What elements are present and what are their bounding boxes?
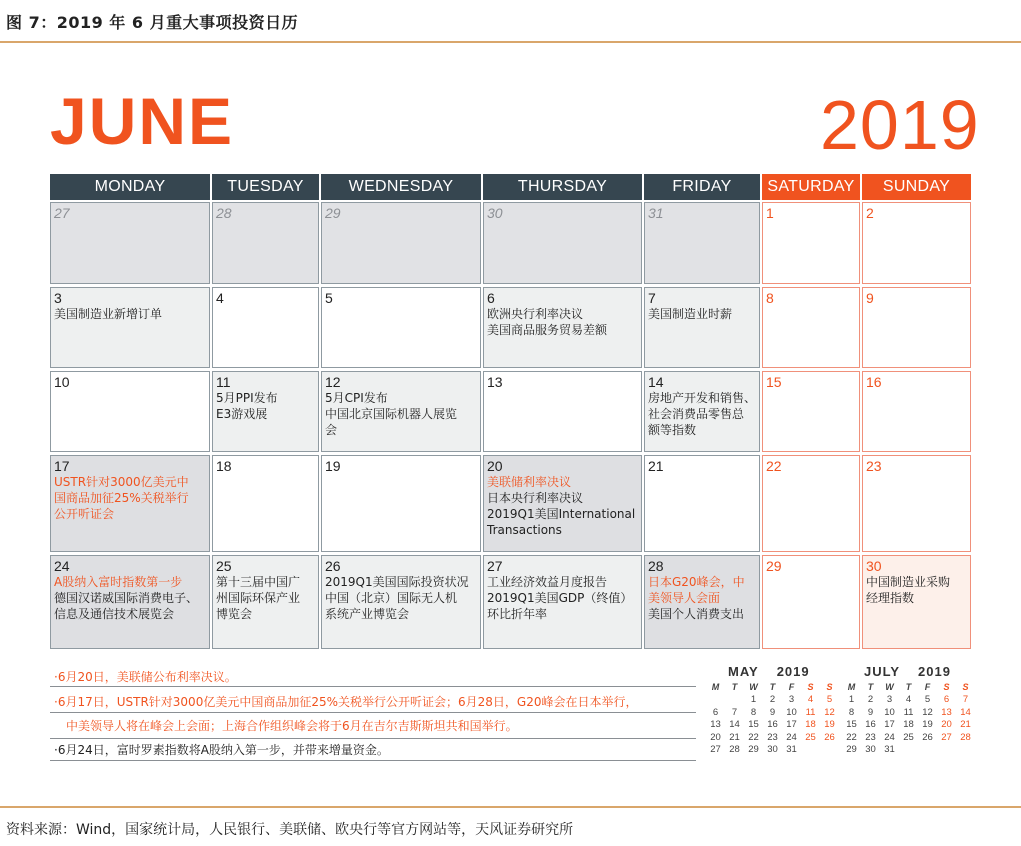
note-line: ·6月20日，美联储公布利率决议。	[54, 670, 237, 684]
mini-day: 28	[729, 744, 740, 755]
calendar-day-cell	[862, 455, 971, 552]
mini-day: 24	[786, 731, 797, 743]
calendar-day-cell	[321, 287, 481, 368]
note-divider	[50, 738, 696, 739]
mini-day: 29	[846, 744, 857, 755]
mini-day: 3	[886, 694, 893, 705]
weekday-header-saturday: SATURDAY	[762, 174, 860, 200]
day-number: 27	[54, 205, 70, 221]
calendar-day-cell	[483, 555, 642, 649]
calendar-day-cell	[762, 555, 860, 649]
mini-day: 30	[865, 744, 876, 755]
mini-weekday-initial: W	[749, 682, 758, 692]
calendar-day-cell	[321, 455, 481, 552]
mini-day: 23	[865, 731, 876, 743]
day-number: 3	[54, 290, 62, 306]
calendar-day-cell	[50, 371, 210, 452]
calendar-day-cell	[644, 455, 760, 552]
mini-day: 22	[748, 731, 759, 743]
mini-day: 10	[786, 706, 797, 718]
day-number: 24	[54, 558, 70, 574]
day-number: 25	[216, 558, 232, 574]
mini-day: 13	[941, 706, 952, 718]
mini-weekday-initial: T	[769, 682, 776, 692]
weekday-header-thursday: THURSDAY	[483, 174, 642, 200]
weekday-header-sunday: SUNDAY	[862, 174, 971, 200]
mini-day: 18	[903, 719, 914, 730]
event-text: 博览会	[216, 607, 253, 621]
mini-day	[725, 694, 744, 707]
mini-day: 5	[924, 694, 931, 705]
mini-day: 25	[805, 731, 816, 743]
mini-weekday-initial: S	[826, 682, 833, 692]
mini-day: 30	[767, 744, 778, 755]
mini-month-label: JULY	[864, 664, 901, 679]
note-divider	[50, 760, 696, 761]
day-number: 30	[487, 205, 503, 221]
event-text: 信息及通信技术展览会	[54, 607, 175, 621]
calendar-day-cell	[483, 202, 642, 284]
day-number: 26	[325, 558, 341, 574]
mini-day: 12	[922, 706, 933, 718]
mini-day: 8	[848, 706, 855, 718]
calendar-day-cell	[862, 202, 971, 284]
mini-day	[706, 694, 725, 707]
event-text: 美国商品服务贸易差额	[487, 323, 608, 337]
weekday-header-tuesday: TUESDAY	[212, 174, 319, 200]
mini-day: 12	[824, 706, 835, 718]
mini-day: 21	[960, 719, 971, 730]
mini-day: 13	[710, 719, 721, 730]
mini-day: 11	[903, 706, 914, 718]
event-text: 5月PPI发布	[216, 391, 278, 405]
mini-day: 20	[941, 719, 952, 730]
day-number: 28	[216, 205, 232, 221]
mini-day: 5	[826, 694, 833, 705]
day-number: 22	[766, 458, 782, 474]
day-number: 7	[648, 290, 656, 306]
day-number: 27	[487, 558, 503, 574]
day-number: 19	[325, 458, 341, 474]
month-heading: JUNE	[50, 84, 235, 158]
mini-day: 29	[748, 744, 759, 755]
event-text: 日本G20峰会，中	[648, 575, 745, 589]
calendar-day-cell	[50, 555, 210, 649]
calendar-day-cell	[644, 555, 760, 649]
day-number: 23	[866, 458, 882, 474]
mini-day: 16	[865, 719, 876, 730]
day-number: 16	[866, 374, 882, 390]
event-text: USTR针对3000亿美元中	[54, 475, 189, 489]
mini-day: 6	[712, 706, 719, 718]
day-number: 31	[648, 205, 664, 221]
mini-day	[899, 744, 918, 757]
mini-weekday-initial: M	[711, 682, 720, 692]
mini-year-label: 2019	[918, 664, 951, 679]
mini-calendar-may	[706, 664, 839, 757]
mini-day: 14	[729, 719, 740, 730]
calendar-day-cell	[483, 371, 642, 452]
weekday-header-monday: MONDAY	[50, 174, 210, 200]
event-text: 美国制造业时薪	[648, 307, 733, 321]
mini-day: 25	[903, 731, 914, 743]
day-number: 12	[325, 374, 341, 390]
mini-day: 26	[922, 731, 933, 743]
mini-day: 15	[748, 719, 759, 730]
day-number: 13	[487, 374, 503, 390]
day-number: 5	[325, 290, 333, 306]
day-number: 28	[648, 558, 664, 574]
day-number: 2	[866, 205, 874, 221]
event-text: 中国北京国际机器人展览	[325, 407, 458, 421]
day-number: 15	[766, 374, 782, 390]
weekday-header-row	[50, 174, 971, 200]
mini-day: 19	[922, 719, 933, 730]
mini-day: 10	[884, 706, 895, 718]
calendar-day-cell	[762, 455, 860, 552]
note-line: 中美领导人将在峰会上会面；上海合作组织峰会将于6月在吉尔吉斯斯坦共和国举行。	[66, 719, 518, 733]
event-text: 会	[325, 423, 338, 437]
day-number: 17	[54, 458, 70, 474]
day-number: 9	[866, 290, 874, 306]
day-number: 8	[766, 290, 774, 306]
day-number: 20	[487, 458, 503, 474]
mini-day: 7	[962, 694, 969, 705]
calendar-day-cell	[321, 202, 481, 284]
calendar-day-cell	[212, 202, 319, 284]
event-text: 房地产开发和销售、	[648, 391, 757, 405]
event-text: 国商品加征25%关税举行	[54, 491, 189, 505]
mini-day: 19	[824, 719, 835, 730]
calendar-day-cell	[644, 202, 760, 284]
calendar-day-cell	[212, 371, 319, 452]
mini-day	[820, 744, 839, 757]
mini-day: 3	[788, 694, 795, 705]
event-text: 美领导人会面	[648, 591, 721, 605]
mini-day: 18	[805, 719, 816, 730]
mini-weekday-initial: T	[867, 682, 874, 692]
event-text: Transactions	[487, 523, 562, 537]
mini-day: 4	[807, 694, 814, 705]
mini-day: 27	[941, 731, 952, 743]
event-text: 公开听证会	[54, 507, 115, 521]
calendar-day-cell	[644, 371, 760, 452]
calendar-day-cell	[862, 287, 971, 368]
mini-day	[918, 744, 937, 757]
mini-weekday-initial: F	[788, 682, 795, 692]
weekday-header-wednesday: WEDNESDAY	[321, 174, 481, 200]
calendar-day-cell	[212, 555, 319, 649]
event-text: 欧洲央行利率决议	[487, 307, 584, 321]
day-number: 1	[766, 205, 774, 221]
mini-day	[956, 744, 975, 757]
event-text: 经理指数	[866, 591, 915, 605]
note-line: ·6月24日，富时罗素指数将A股纳入第一步，并带来增量资金。	[54, 743, 389, 757]
bottom-rule	[0, 806, 1021, 808]
event-text: A股纳入富时指数第一步	[54, 575, 183, 589]
event-text: 州国际环保产业	[216, 591, 301, 605]
event-text: 额等指数	[648, 423, 697, 437]
note-divider	[50, 712, 696, 713]
day-number: 14	[648, 374, 664, 390]
mini-day: 31	[884, 744, 895, 755]
day-number: 29	[766, 558, 782, 574]
mini-day: 21	[729, 731, 740, 743]
mini-day: 2	[769, 694, 776, 705]
mini-day: 23	[767, 731, 778, 743]
day-number: 10	[54, 374, 70, 390]
mini-day: 6	[943, 694, 950, 705]
calendar-day-cell	[50, 287, 210, 368]
day-number: 6	[487, 290, 495, 306]
calendar-day-cell	[483, 287, 642, 368]
calendar-day-cell	[644, 287, 760, 368]
event-text: 社会消费品零售总	[648, 407, 745, 421]
mini-day: 1	[848, 694, 855, 705]
calendar-day-cell	[321, 555, 481, 649]
calendar-day-cell	[212, 455, 319, 552]
mini-day	[937, 744, 956, 757]
weekday-header-friday: FRIDAY	[644, 174, 760, 200]
event-text: 5月CPI发布	[325, 391, 388, 405]
mini-calendar-july	[842, 664, 975, 757]
mini-day: 17	[786, 719, 797, 730]
calendar-day-cell	[483, 455, 642, 552]
mini-day: 14	[960, 706, 971, 718]
mini-day: 20	[710, 731, 721, 743]
mini-month-label: MAY	[728, 664, 759, 679]
event-text: 美联储利率决议	[487, 475, 572, 489]
event-text: 2019Q1美国International	[487, 507, 636, 521]
mini-day	[801, 744, 820, 757]
event-text: 德国汉诺威国际消费电子、	[54, 591, 199, 605]
mini-day: 15	[846, 719, 857, 730]
calendar-day-cell	[862, 555, 971, 649]
mini-weekday-initial: M	[847, 682, 856, 692]
mini-weekday-initial: F	[924, 682, 931, 692]
event-text: E3游戏展	[216, 407, 268, 421]
mini-day: 27	[710, 744, 721, 755]
mini-day: 16	[767, 719, 778, 730]
mini-day: 31	[786, 744, 797, 755]
mini-weekday-initial: S	[807, 682, 814, 692]
mini-weekday-initial: W	[885, 682, 894, 692]
note-line: ·6月17日，USTR针对3000亿美元中国商品加征25%关税举行公开听证会；6月28日，G20峰会在日本举行，	[54, 695, 638, 709]
event-text: 环比折年率	[487, 607, 548, 621]
calendar-day-cell	[862, 371, 971, 452]
calendar-grid	[50, 202, 971, 650]
event-text: 工业经济效益月度报告	[487, 575, 608, 589]
year-heading: 2019	[820, 86, 980, 164]
day-number: 18	[216, 458, 232, 474]
event-text: 日本央行利率决议	[487, 491, 584, 505]
source-note: 资料来源：Wind，国家统计局，人民银行、美联储、欧央行等官方网站等，天风证券研究所	[6, 822, 574, 838]
mini-day: 1	[750, 694, 757, 705]
calendar-day-cell	[762, 371, 860, 452]
event-text: 系统产业博览会	[325, 607, 410, 621]
mini-day: 11	[805, 706, 816, 718]
mini-day: 8	[750, 706, 757, 718]
mini-year-label: 2019	[776, 664, 810, 679]
calendar-day-cell	[762, 287, 860, 368]
mini-day: 7	[731, 706, 738, 718]
mini-day: 9	[769, 706, 776, 718]
mini-weekday-initial: T	[905, 682, 912, 692]
mini-weekday-initial: T	[731, 682, 738, 692]
note-divider	[50, 686, 696, 687]
mini-day: 9	[867, 706, 874, 718]
top-rule	[0, 41, 1021, 43]
day-number: 21	[648, 458, 664, 474]
mini-day: 4	[905, 694, 912, 705]
mini-day: 24	[884, 731, 895, 743]
event-text: 美国制造业新增订单	[54, 307, 163, 321]
calendar-day-cell	[762, 202, 860, 284]
calendar-day-cell	[321, 371, 481, 452]
mini-day: 28	[960, 731, 971, 743]
mini-day: 22	[846, 731, 857, 743]
mini-day: 26	[824, 731, 835, 743]
figure-title: 图 7：2019 年 6 月重大事项投资日历	[6, 13, 299, 32]
mini-weekday-initial: S	[962, 682, 969, 692]
calendar-day-cell	[212, 287, 319, 368]
day-number: 29	[325, 205, 341, 221]
calendar-day-cell	[50, 202, 210, 284]
day-number: 30	[866, 558, 882, 574]
mini-day: 17	[884, 719, 895, 730]
day-number: 4	[216, 290, 224, 306]
event-text: 2019Q1美国国际投资状况	[325, 575, 469, 589]
calendar-day-cell	[50, 455, 210, 552]
mini-day: 2	[867, 694, 874, 705]
event-text: 中国（北京）国际无人机	[325, 591, 458, 605]
event-text: 美国个人消费支出	[648, 607, 745, 621]
day-number: 11	[216, 374, 231, 390]
event-text: 第十三届中国广	[216, 575, 301, 589]
event-text: 2019Q1美国GDP（终值）	[487, 591, 633, 605]
event-text: 中国制造业采购	[866, 575, 951, 589]
mini-weekday-initial: S	[943, 682, 950, 692]
